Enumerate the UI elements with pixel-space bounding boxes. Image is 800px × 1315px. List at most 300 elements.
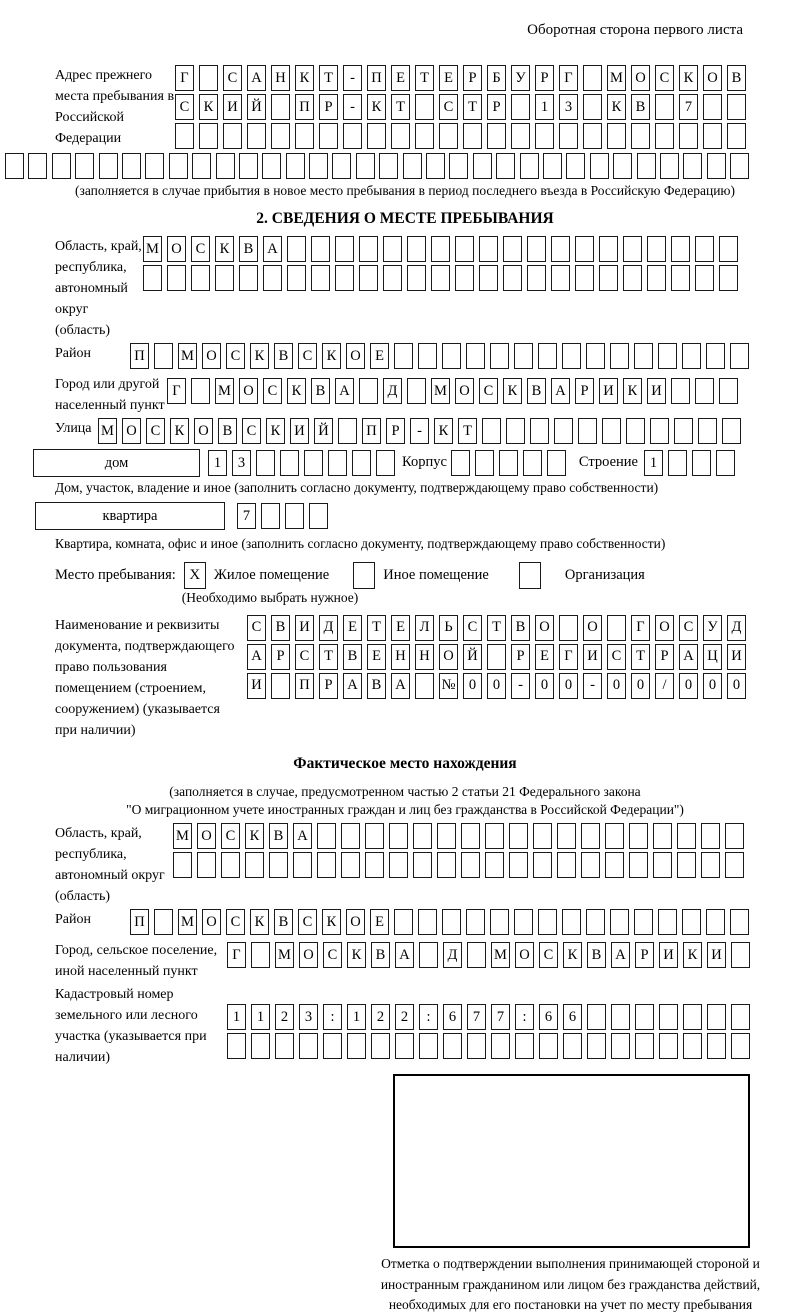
char-cell[interactable]: Л xyxy=(415,615,434,641)
char-cell[interactable] xyxy=(449,153,468,179)
char-cell[interactable] xyxy=(191,265,210,291)
char-cell[interactable]: О xyxy=(167,236,186,262)
char-cell[interactable] xyxy=(394,909,413,935)
char-cell[interactable] xyxy=(463,123,482,149)
char-cell[interactable] xyxy=(391,123,410,149)
char-cell[interactable] xyxy=(635,1033,654,1059)
char-cell[interactable] xyxy=(251,942,270,968)
char-cell[interactable]: В xyxy=(371,942,390,968)
char-cell[interactable]: Ь xyxy=(439,615,458,641)
char-cell[interactable] xyxy=(607,615,626,641)
char-cell[interactable] xyxy=(583,94,602,120)
char-cell[interactable]: Е xyxy=(439,65,458,91)
char-cell[interactable] xyxy=(311,265,330,291)
char-cell[interactable]: Т xyxy=(487,615,506,641)
char-cell[interactable]: № xyxy=(439,673,458,699)
char-cell[interactable] xyxy=(538,909,557,935)
char-cell[interactable]: К xyxy=(250,909,269,935)
char-cell[interactable] xyxy=(695,236,714,262)
char-cell[interactable] xyxy=(256,450,275,476)
char-cell[interactable]: Т xyxy=(415,65,434,91)
char-cell[interactable] xyxy=(275,1033,294,1059)
checkbox-residential[interactable]: X xyxy=(184,562,206,589)
char-cell[interactable]: М xyxy=(431,378,450,404)
char-cell[interactable] xyxy=(653,823,672,849)
char-cell[interactable] xyxy=(514,909,533,935)
char-cell[interactable] xyxy=(343,123,362,149)
char-cell[interactable]: 1 xyxy=(208,450,227,476)
char-cell[interactable]: 0 xyxy=(463,673,482,699)
char-cell[interactable] xyxy=(527,265,546,291)
char-cell[interactable] xyxy=(602,418,621,444)
char-cell[interactable]: 0 xyxy=(631,673,650,699)
char-cell[interactable] xyxy=(613,153,632,179)
char-cell[interactable]: О xyxy=(583,615,602,641)
char-cell[interactable]: О xyxy=(194,418,213,444)
char-cell[interactable] xyxy=(583,65,602,91)
char-cell[interactable]: 0 xyxy=(559,673,578,699)
char-cell[interactable]: П xyxy=(362,418,381,444)
char-cell[interactable] xyxy=(523,450,542,476)
char-cell[interactable]: 6 xyxy=(539,1004,558,1030)
char-cell[interactable]: В xyxy=(343,644,362,670)
char-cell[interactable]: М xyxy=(178,343,197,369)
char-cell[interactable] xyxy=(731,1033,750,1059)
char-cell[interactable]: 0 xyxy=(727,673,746,699)
char-cell[interactable]: 1 xyxy=(251,1004,270,1030)
char-cell[interactable] xyxy=(431,236,450,262)
char-cell[interactable]: С xyxy=(221,823,240,849)
char-cell[interactable]: В xyxy=(727,65,746,91)
char-cell[interactable] xyxy=(309,503,328,529)
char-cell[interactable]: О xyxy=(202,343,221,369)
char-cell[interactable] xyxy=(671,378,690,404)
char-cell[interactable] xyxy=(442,909,461,935)
char-cell[interactable]: 2 xyxy=(395,1004,414,1030)
char-cell[interactable] xyxy=(626,418,645,444)
char-cell[interactable]: О xyxy=(439,644,458,670)
char-cell[interactable]: Р xyxy=(635,942,654,968)
char-cell[interactable]: А xyxy=(263,236,282,262)
char-cell[interactable] xyxy=(655,94,674,120)
char-cell[interactable] xyxy=(543,153,562,179)
char-cell[interactable]: : xyxy=(323,1004,342,1030)
char-cell[interactable] xyxy=(145,153,164,179)
char-cell[interactable] xyxy=(682,909,701,935)
char-cell[interactable] xyxy=(562,909,581,935)
char-cell[interactable]: Е xyxy=(343,615,362,641)
char-cell[interactable]: С xyxy=(607,644,626,670)
char-cell[interactable]: Е xyxy=(535,644,554,670)
char-cell[interactable] xyxy=(530,418,549,444)
char-cell[interactable] xyxy=(533,852,552,878)
char-cell[interactable] xyxy=(352,450,371,476)
char-cell[interactable] xyxy=(323,1033,342,1059)
char-cell[interactable] xyxy=(703,94,722,120)
char-cell[interactable]: У xyxy=(511,65,530,91)
char-cell[interactable]: О xyxy=(515,942,534,968)
char-cell[interactable] xyxy=(407,236,426,262)
char-cell[interactable]: Р xyxy=(487,94,506,120)
char-cell[interactable]: Д xyxy=(443,942,462,968)
char-cell[interactable] xyxy=(173,852,192,878)
char-cell[interactable] xyxy=(731,1004,750,1030)
char-cell[interactable] xyxy=(659,1033,678,1059)
char-cell[interactable]: Й xyxy=(247,94,266,120)
char-cell[interactable] xyxy=(703,123,722,149)
char-cell[interactable] xyxy=(485,852,504,878)
char-cell[interactable]: 7 xyxy=(467,1004,486,1030)
char-cell[interactable]: А xyxy=(551,378,570,404)
char-cell[interactable] xyxy=(683,153,702,179)
char-cell[interactable] xyxy=(634,909,653,935)
char-cell[interactable]: В xyxy=(311,378,330,404)
char-cell[interactable] xyxy=(539,1033,558,1059)
char-cell[interactable]: В xyxy=(527,378,546,404)
char-cell[interactable] xyxy=(311,236,330,262)
char-cell[interactable] xyxy=(247,123,266,149)
char-cell[interactable] xyxy=(317,823,336,849)
char-cell[interactable] xyxy=(122,153,141,179)
char-cell[interactable] xyxy=(239,265,258,291)
char-cell[interactable]: М xyxy=(98,418,117,444)
char-cell[interactable] xyxy=(304,450,323,476)
char-cell[interactable] xyxy=(650,418,669,444)
char-cell[interactable] xyxy=(623,236,642,262)
char-cell[interactable]: 2 xyxy=(275,1004,294,1030)
char-cell[interactable] xyxy=(575,265,594,291)
char-cell[interactable]: С xyxy=(298,909,317,935)
char-cell[interactable] xyxy=(413,823,432,849)
char-cell[interactable]: А xyxy=(343,673,362,699)
char-cell[interactable] xyxy=(647,265,666,291)
char-cell[interactable]: Д xyxy=(383,378,402,404)
char-cell[interactable] xyxy=(461,823,480,849)
char-cell[interactable] xyxy=(605,852,624,878)
char-cell[interactable] xyxy=(605,823,624,849)
char-cell[interactable]: Т xyxy=(391,94,410,120)
char-cell[interactable]: О xyxy=(299,942,318,968)
char-cell[interactable] xyxy=(503,236,522,262)
char-cell[interactable] xyxy=(527,236,546,262)
char-cell[interactable]: О xyxy=(455,378,474,404)
char-cell[interactable] xyxy=(5,153,24,179)
char-cell[interactable] xyxy=(251,1033,270,1059)
char-cell[interactable]: В xyxy=(511,615,530,641)
char-cell[interactable]: Р xyxy=(511,644,530,670)
char-cell[interactable] xyxy=(587,1004,606,1030)
char-cell[interactable]: С xyxy=(175,94,194,120)
char-cell[interactable] xyxy=(554,418,573,444)
char-cell[interactable]: Б xyxy=(487,65,506,91)
char-cell[interactable] xyxy=(356,153,375,179)
char-cell[interactable]: О xyxy=(122,418,141,444)
char-cell[interactable] xyxy=(216,153,235,179)
char-cell[interactable] xyxy=(683,1004,702,1030)
char-cell[interactable] xyxy=(261,503,280,529)
char-cell[interactable] xyxy=(52,153,71,179)
char-cell[interactable]: С xyxy=(146,418,165,444)
char-cell[interactable]: И xyxy=(247,673,266,699)
char-cell[interactable] xyxy=(677,823,696,849)
char-cell[interactable]: О xyxy=(202,909,221,935)
char-cell[interactable] xyxy=(631,123,650,149)
char-cell[interactable] xyxy=(707,1004,726,1030)
char-cell[interactable] xyxy=(473,153,492,179)
char-cell[interactable] xyxy=(154,909,173,935)
char-cell[interactable] xyxy=(467,942,486,968)
char-cell[interactable]: О xyxy=(655,615,674,641)
char-cell[interactable] xyxy=(223,123,242,149)
char-cell[interactable] xyxy=(415,123,434,149)
char-cell[interactable]: А xyxy=(335,378,354,404)
char-cell[interactable] xyxy=(586,343,605,369)
char-cell[interactable]: Г xyxy=(631,615,650,641)
char-cell[interactable] xyxy=(419,1033,438,1059)
char-cell[interactable]: Г xyxy=(227,942,246,968)
char-cell[interactable]: Г xyxy=(175,65,194,91)
char-cell[interactable] xyxy=(475,450,494,476)
char-cell[interactable] xyxy=(466,343,485,369)
char-cell[interactable] xyxy=(599,265,618,291)
char-cell[interactable]: К xyxy=(607,94,626,120)
char-cell[interactable]: 7 xyxy=(491,1004,510,1030)
char-cell[interactable] xyxy=(415,673,434,699)
char-cell[interactable]: И xyxy=(583,644,602,670)
char-cell[interactable] xyxy=(437,852,456,878)
char-cell[interactable] xyxy=(719,378,738,404)
char-cell[interactable] xyxy=(730,343,749,369)
char-cell[interactable]: И xyxy=(223,94,242,120)
char-cell[interactable]: А xyxy=(293,823,312,849)
char-cell[interactable]: В xyxy=(587,942,606,968)
char-cell[interactable]: И xyxy=(295,615,314,641)
char-cell[interactable] xyxy=(716,450,735,476)
char-cell[interactable]: Т xyxy=(367,615,386,641)
char-cell[interactable] xyxy=(674,418,693,444)
char-cell[interactable]: И xyxy=(647,378,666,404)
char-cell[interactable] xyxy=(442,343,461,369)
char-cell[interactable]: К xyxy=(347,942,366,968)
char-cell[interactable]: И xyxy=(659,942,678,968)
char-cell[interactable]: К xyxy=(434,418,453,444)
char-cell[interactable] xyxy=(647,236,666,262)
char-cell[interactable]: Е xyxy=(391,615,410,641)
char-cell[interactable] xyxy=(99,153,118,179)
char-cell[interactable] xyxy=(557,852,576,878)
char-cell[interactable] xyxy=(509,823,528,849)
char-cell[interactable] xyxy=(479,265,498,291)
char-cell[interactable]: С xyxy=(439,94,458,120)
char-cell[interactable]: С xyxy=(298,343,317,369)
char-cell[interactable] xyxy=(611,1033,630,1059)
char-cell[interactable]: К xyxy=(295,65,314,91)
char-cell[interactable] xyxy=(415,94,434,120)
char-cell[interactable] xyxy=(199,65,218,91)
char-cell[interactable] xyxy=(547,450,566,476)
char-cell[interactable] xyxy=(239,153,258,179)
char-cell[interactable] xyxy=(367,123,386,149)
char-cell[interactable]: С xyxy=(323,942,342,968)
char-cell[interactable] xyxy=(727,94,746,120)
char-cell[interactable] xyxy=(299,1033,318,1059)
char-cell[interactable]: К xyxy=(623,378,642,404)
char-cell[interactable]: О xyxy=(197,823,216,849)
char-cell[interactable]: Р xyxy=(319,94,338,120)
char-cell[interactable]: Д xyxy=(319,615,338,641)
char-cell[interactable] xyxy=(629,852,648,878)
char-cell[interactable] xyxy=(731,942,750,968)
checkbox-organization[interactable] xyxy=(519,562,541,589)
char-cell[interactable]: Е xyxy=(370,343,389,369)
char-cell[interactable] xyxy=(271,123,290,149)
char-cell[interactable] xyxy=(520,153,539,179)
char-cell[interactable]: Г xyxy=(167,378,186,404)
char-cell[interactable] xyxy=(707,153,726,179)
char-cell[interactable]: 0 xyxy=(703,673,722,699)
char-cell[interactable] xyxy=(376,450,395,476)
char-cell[interactable] xyxy=(169,153,188,179)
char-cell[interactable]: - xyxy=(511,673,530,699)
char-cell[interactable] xyxy=(551,265,570,291)
char-cell[interactable]: 1 xyxy=(535,94,554,120)
char-cell[interactable]: / xyxy=(655,673,674,699)
char-cell[interactable]: В xyxy=(274,909,293,935)
char-cell[interactable]: Н xyxy=(415,644,434,670)
char-cell[interactable]: Г xyxy=(559,65,578,91)
char-cell[interactable]: Е xyxy=(370,909,389,935)
char-cell[interactable] xyxy=(379,153,398,179)
char-cell[interactable]: В xyxy=(271,615,290,641)
char-cell[interactable]: К xyxy=(266,418,285,444)
char-cell[interactable]: К xyxy=(215,236,234,262)
char-cell[interactable] xyxy=(719,265,738,291)
char-cell[interactable] xyxy=(682,343,701,369)
char-cell[interactable]: М xyxy=(178,909,197,935)
char-cell[interactable]: - xyxy=(343,65,362,91)
char-cell[interactable] xyxy=(319,123,338,149)
char-cell[interactable]: В xyxy=(218,418,237,444)
char-cell[interactable] xyxy=(191,378,210,404)
char-cell[interactable] xyxy=(389,823,408,849)
char-cell[interactable] xyxy=(407,265,426,291)
char-cell[interactable]: 6 xyxy=(443,1004,462,1030)
char-cell[interactable] xyxy=(341,823,360,849)
char-cell[interactable] xyxy=(653,852,672,878)
char-cell[interactable] xyxy=(551,236,570,262)
char-cell[interactable]: И xyxy=(727,644,746,670)
char-cell[interactable]: Т xyxy=(631,644,650,670)
char-cell[interactable] xyxy=(587,1033,606,1059)
char-cell[interactable]: 2 xyxy=(371,1004,390,1030)
char-cell[interactable] xyxy=(28,153,47,179)
char-cell[interactable] xyxy=(725,823,744,849)
char-cell[interactable]: К xyxy=(679,65,698,91)
char-cell[interactable]: : xyxy=(515,1004,534,1030)
char-cell[interactable]: 7 xyxy=(679,94,698,120)
char-cell[interactable] xyxy=(332,153,351,179)
char-cell[interactable]: П xyxy=(367,65,386,91)
char-cell[interactable]: 1 xyxy=(227,1004,246,1030)
char-cell[interactable]: К xyxy=(563,942,582,968)
char-cell[interactable] xyxy=(496,153,515,179)
char-cell[interactable]: К xyxy=(245,823,264,849)
char-cell[interactable] xyxy=(317,852,336,878)
char-cell[interactable] xyxy=(535,123,554,149)
char-cell[interactable] xyxy=(629,823,648,849)
char-cell[interactable]: 0 xyxy=(679,673,698,699)
char-cell[interactable]: Т xyxy=(319,65,338,91)
char-cell[interactable] xyxy=(487,644,506,670)
char-cell[interactable] xyxy=(167,265,186,291)
char-cell[interactable]: П xyxy=(130,909,149,935)
char-cell[interactable] xyxy=(467,1033,486,1059)
char-cell[interactable]: 0 xyxy=(487,673,506,699)
char-cell[interactable] xyxy=(503,265,522,291)
char-cell[interactable] xyxy=(271,673,290,699)
char-cell[interactable]: О xyxy=(346,343,365,369)
char-cell[interactable]: А xyxy=(247,65,266,91)
char-cell[interactable]: С xyxy=(655,65,674,91)
char-cell[interactable] xyxy=(533,823,552,849)
char-cell[interactable]: Р xyxy=(535,65,554,91)
char-cell[interactable] xyxy=(701,852,720,878)
char-cell[interactable]: М xyxy=(173,823,192,849)
char-cell[interactable]: - xyxy=(343,94,362,120)
char-cell[interactable] xyxy=(227,1033,246,1059)
char-cell[interactable]: : xyxy=(419,1004,438,1030)
char-cell[interactable] xyxy=(455,265,474,291)
char-cell[interactable] xyxy=(418,909,437,935)
char-cell[interactable] xyxy=(730,909,749,935)
char-cell[interactable]: П xyxy=(130,343,149,369)
char-cell[interactable]: С xyxy=(263,378,282,404)
char-cell[interactable] xyxy=(562,343,581,369)
char-cell[interactable] xyxy=(295,123,314,149)
char-cell[interactable]: К xyxy=(367,94,386,120)
char-cell[interactable] xyxy=(143,265,162,291)
char-cell[interactable]: Р xyxy=(386,418,405,444)
char-cell[interactable]: Н xyxy=(391,644,410,670)
char-cell[interactable] xyxy=(479,236,498,262)
char-cell[interactable] xyxy=(637,153,656,179)
char-cell[interactable] xyxy=(590,153,609,179)
char-cell[interactable] xyxy=(287,236,306,262)
char-cell[interactable]: Т xyxy=(458,418,477,444)
char-cell[interactable] xyxy=(581,823,600,849)
char-cell[interactable] xyxy=(557,823,576,849)
char-cell[interactable]: В xyxy=(274,343,293,369)
char-cell[interactable] xyxy=(677,852,696,878)
char-cell[interactable] xyxy=(245,852,264,878)
char-cell[interactable]: И xyxy=(707,942,726,968)
char-cell[interactable]: А xyxy=(679,644,698,670)
char-cell[interactable]: М xyxy=(143,236,162,262)
char-cell[interactable]: Й xyxy=(314,418,333,444)
char-cell[interactable] xyxy=(293,852,312,878)
char-cell[interactable] xyxy=(383,236,402,262)
char-cell[interactable]: С xyxy=(463,615,482,641)
char-cell[interactable]: П xyxy=(295,94,314,120)
char-cell[interactable]: У xyxy=(703,615,722,641)
char-cell[interactable] xyxy=(395,1033,414,1059)
char-cell[interactable]: Т xyxy=(463,94,482,120)
char-cell[interactable] xyxy=(280,450,299,476)
char-cell[interactable]: 3 xyxy=(299,1004,318,1030)
house-box[interactable]: дом xyxy=(33,449,200,477)
char-cell[interactable] xyxy=(586,909,605,935)
char-cell[interactable] xyxy=(466,909,485,935)
